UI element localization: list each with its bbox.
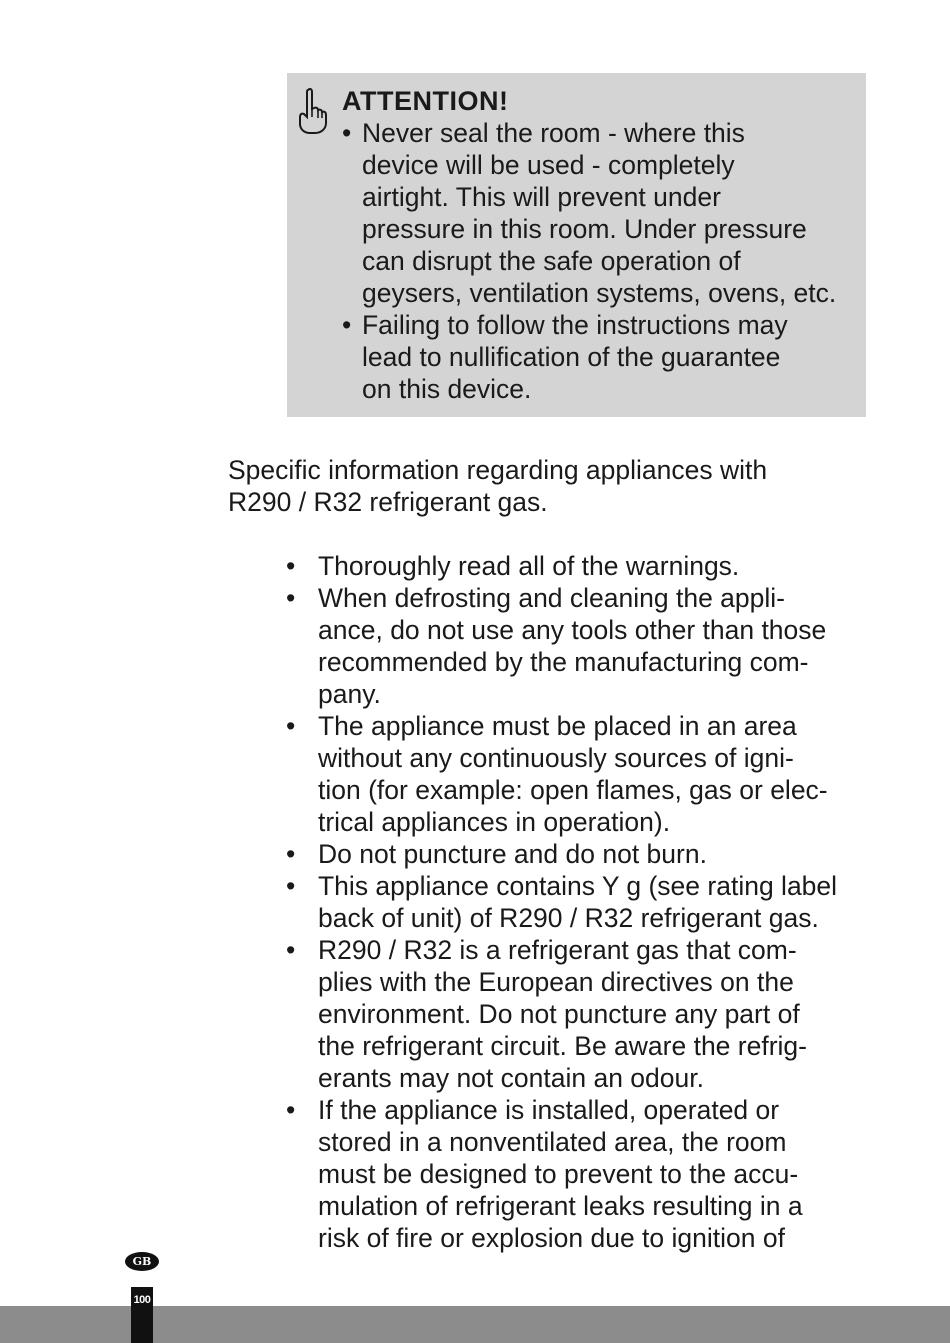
page-number: 100 bbox=[133, 1294, 151, 1306]
list-item: • R290 / R32 is a refrigerant gas that com- plies with the European directives on the environment. Do not puncture any part of the refrigerant circuit. Be aware the refrig- erants may not contain an odour. bbox=[282, 934, 872, 1094]
intro-paragraph: Specific information regarding appliances with R290 / R32 refrigerant gas. bbox=[228, 455, 768, 517]
attention-item: • Failing to follow the instructions may lead to nullification of the guarantee on this device. bbox=[342, 309, 856, 405]
list-item: • If the appliance is installed, operated or stored in a nonventilated area, the room must be designed to prevent to the accu- mulation of refrigerant leaks resulting in a risk of fire or explosion due to ignition of bbox=[282, 1094, 872, 1254]
warnings-list bbox=[282, 550, 872, 1254]
list-item: • Thoroughly read all of the warnings. bbox=[282, 550, 872, 582]
pointing-hand-icon bbox=[293, 87, 331, 135]
list-item: • When defrosting and cleaning the appli- ance, do not use any tools other than those recommended by the manufacturing com- pany. bbox=[282, 582, 872, 710]
attention-title: ATTENTION! bbox=[342, 86, 509, 116]
attention-list bbox=[342, 117, 856, 405]
list-item: • Do not puncture and do not burn. bbox=[282, 838, 872, 870]
attention-box bbox=[287, 73, 866, 417]
list-item: • This appliance contains Y g (see rating label back of unit) of R290 / R32 refrigerant gas. bbox=[282, 870, 872, 934]
list-item: • The appliance must be placed in an area without any continuously sources of igni- tion (for example: open flames, gas or elec- trical appliances in operation). bbox=[282, 710, 872, 838]
language-badge: GB bbox=[125, 1252, 159, 1271]
attention-item: • Never seal the room - where this device will be used - completely airtight. This will prevent under pressure in this room. Under pressure can disrupt the safe operation of geysers, ventilation systems, ovens, etc. bbox=[342, 117, 856, 309]
